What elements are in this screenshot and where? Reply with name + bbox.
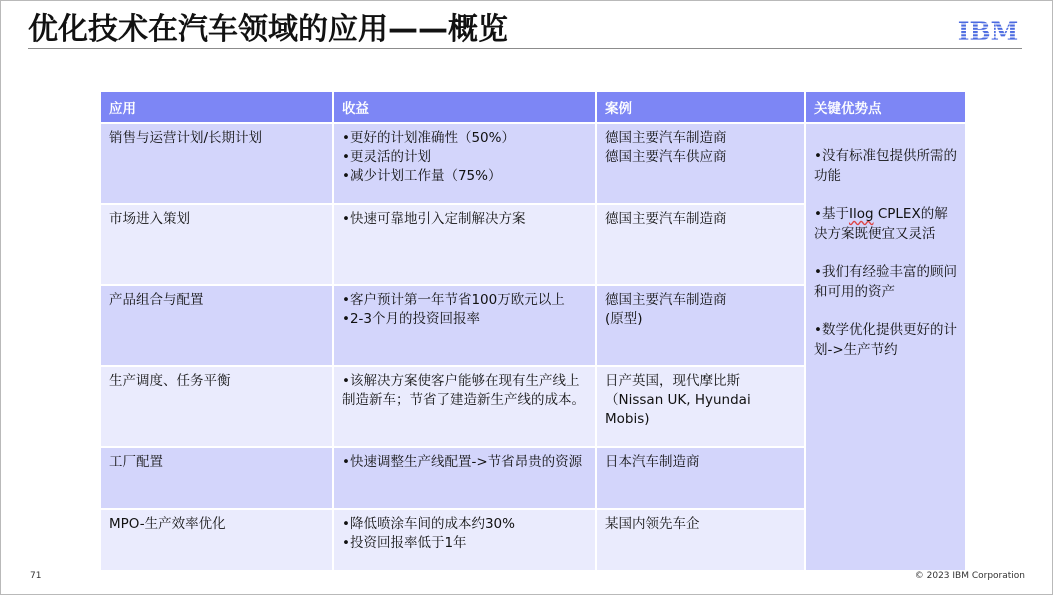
case-line: 德国主要汽车制造商: [605, 211, 727, 227]
cell-benefits: [333, 204, 596, 285]
case-line: (原型): [605, 311, 643, 327]
cell-benefits: [333, 123, 596, 204]
page-number: 71: [30, 571, 42, 581]
benefit-line: •减少计划工作量（75%）: [342, 168, 502, 184]
cell-cases: [596, 204, 805, 285]
case-line: 某国内领先车企: [605, 516, 700, 532]
advantage-item: •基于Ilog CPLEX的解决方案既便宜又灵活: [814, 206, 948, 242]
cell-application: 生产调度、任务平衡: [101, 366, 333, 447]
cell-application: 市场进入策划: [101, 204, 333, 285]
benefit-line: •更灵活的计划: [342, 149, 431, 165]
header-key-advantages: 关键优势点: [805, 92, 966, 123]
cell-cases: [596, 509, 805, 571]
cell-application: 工厂配置: [101, 447, 333, 509]
benefit-line: •快速可靠地引入定制解决方案: [342, 211, 526, 227]
header-benefits: 收益: [333, 92, 596, 123]
benefit-line: •更好的计划准确性（50%）: [342, 130, 515, 146]
table-header-row: [101, 92, 966, 123]
advantage-item: •数学优化提供更好的计划->生产节约: [814, 322, 957, 358]
cell-cases: [596, 285, 805, 366]
cell-benefits: [333, 509, 596, 571]
case-line: 日产英国，现代摩比斯（Nissan UK, Hyundai Mobis): [605, 373, 751, 427]
benefit-line: •快速调整生产线配置->节省昂贵的资源: [342, 454, 583, 470]
advantage-item: •我们有经验丰富的顾问和可用的资产: [814, 264, 957, 300]
cell-application: 销售与运营计划/长期计划: [101, 123, 333, 204]
benefit-line: •2-3个月的投资回报率: [342, 311, 481, 327]
table-row: [101, 123, 966, 204]
case-line: 德国主要汽车制造商: [605, 292, 727, 308]
cell-cases: [596, 447, 805, 509]
benefit-line: •降低喷涂车间的成本约30%: [342, 516, 515, 532]
cell-application: 产品组合与配置: [101, 285, 333, 366]
benefit-line: •客户预计第一年节省100万欧元以上: [342, 292, 565, 308]
overview-table: [101, 92, 967, 572]
advantage-item: •没有标准包提供所需的功能: [814, 148, 957, 184]
header-cases: 案例: [596, 92, 805, 123]
case-line: 德国主要汽车制造商: [605, 130, 727, 146]
benefit-line: •投资回报率低于1年: [342, 535, 467, 551]
cell-cases: [596, 366, 805, 447]
cell-benefits: [333, 366, 596, 447]
cell-application: MPO-生产效率优化: [101, 509, 333, 571]
cell-cases: [596, 123, 805, 204]
case-line: 德国主要汽车供应商: [605, 149, 727, 165]
case-line: 日本汽车制造商: [605, 454, 700, 470]
cell-benefits: [333, 285, 596, 366]
cell-benefits: [333, 447, 596, 509]
title-divider: [28, 48, 1022, 49]
benefit-line: •该解决方案使客户能够在现有生产线上制造新车；节省了建造新生产线的成本。: [342, 373, 585, 408]
ibm-logo: [951, 18, 1025, 44]
slide-title: 优化技术在汽车领域的应用——概览: [28, 12, 508, 47]
copyright: © 2023 IBM Corporation: [914, 571, 1025, 581]
cell-key-advantages: [805, 123, 966, 571]
ibm-logo-text: IBM: [957, 18, 1019, 44]
header-application: 应用: [101, 92, 333, 123]
